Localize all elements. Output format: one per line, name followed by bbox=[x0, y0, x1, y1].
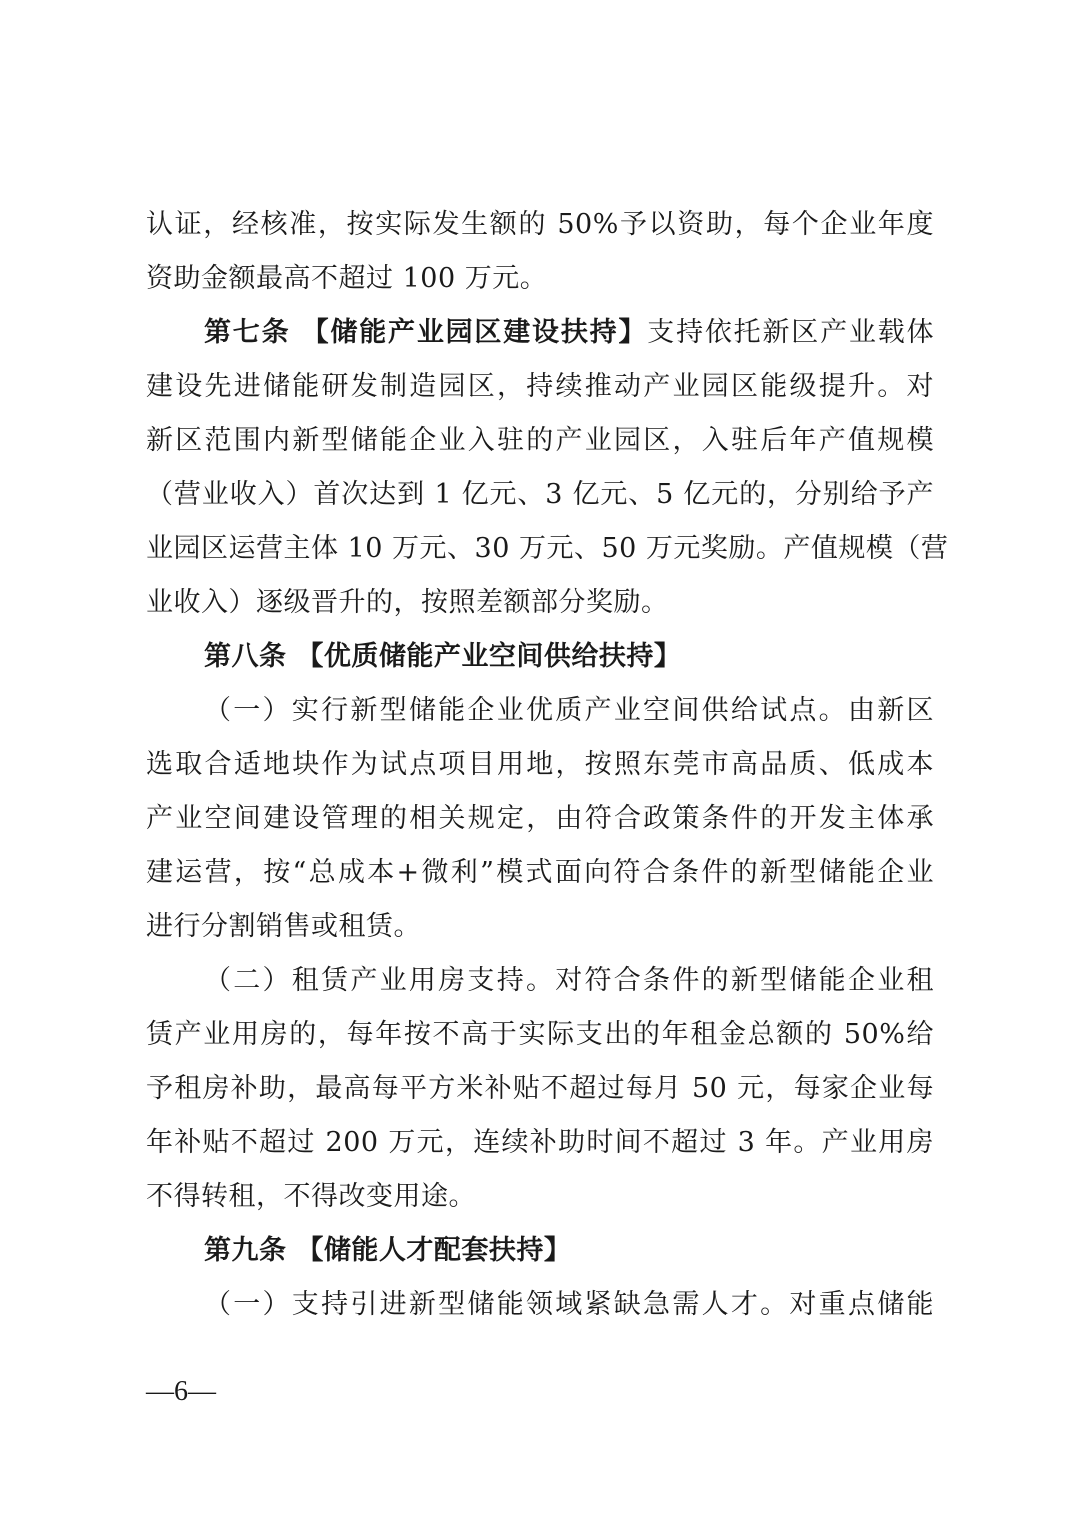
body-line: 年补贴不超过 200 万元，连续补助时间不超过 3 年。产业用房 bbox=[146, 1127, 934, 1158]
body-line: 建设先进储能研发制造园区，持续推动产业园区能级提升。对 bbox=[146, 371, 934, 402]
body-line: 认证，经核准，按实际发生额的 50%予以资助，每个企业年度 bbox=[146, 209, 934, 240]
body-line: 新区范围内新型储能企业入驻的产业园区，入驻后年产值规模 bbox=[146, 425, 934, 456]
clause-line: （一）支持引进新型储能领域紧缺急需人才。对重点储能 bbox=[204, 1289, 934, 1320]
body-line: 予租房补助，最高每平方米补贴不超过每月 50 元，每家企业每 bbox=[146, 1073, 934, 1104]
body-line: （营业收入）首次达到 1 亿元、3 亿元、5 亿元的，分别给予产 bbox=[146, 479, 934, 510]
article-7-line bbox=[204, 313, 934, 353]
body-line: 业收入）逐级晋升的，按照差额部分奖励。 bbox=[146, 587, 669, 618]
clause-line: （一）实行新型储能企业优质产业空间供给试点。由新区 bbox=[204, 695, 934, 726]
body-line: 资助金额最高不超过 100 万元。 bbox=[146, 263, 548, 294]
body-line: 选取合适地块作为试点项目用地，按照东莞市高品质、低成本 bbox=[146, 749, 934, 780]
body-line: 产业空间建设管理的相关规定，由符合政策条件的开发主体承 bbox=[146, 803, 934, 834]
article-7-heading: 第七条 【储能产业园区建设扶持】 bbox=[204, 317, 648, 348]
body-line: 不得转租，不得改变用途。 bbox=[146, 1181, 476, 1212]
article-9-heading: 第九条 【储能人才配套扶持】 bbox=[204, 1235, 572, 1266]
page-number: —6— bbox=[146, 1376, 216, 1407]
article-7-text: 支持依托新区产业载体 bbox=[647, 317, 934, 348]
body-line: 进行分割销售或租赁。 bbox=[146, 911, 421, 942]
body-line: 业园区运营主体 10 万元、30 万元、50 万元奖励。产值规模（营 bbox=[146, 533, 949, 564]
article-8-heading: 第八条 【优质储能产业空间供给扶持】 bbox=[204, 641, 682, 672]
clause-line: （二）租赁产业用房支持。对符合条件的新型储能企业租 bbox=[204, 965, 934, 996]
body-line: 建运营，按“总成本+微利”模式面向符合条件的新型储能企业 bbox=[146, 857, 934, 888]
body-line: 赁产业用房的，每年按不高于实际支出的年租金总额的 50%给 bbox=[146, 1019, 934, 1050]
